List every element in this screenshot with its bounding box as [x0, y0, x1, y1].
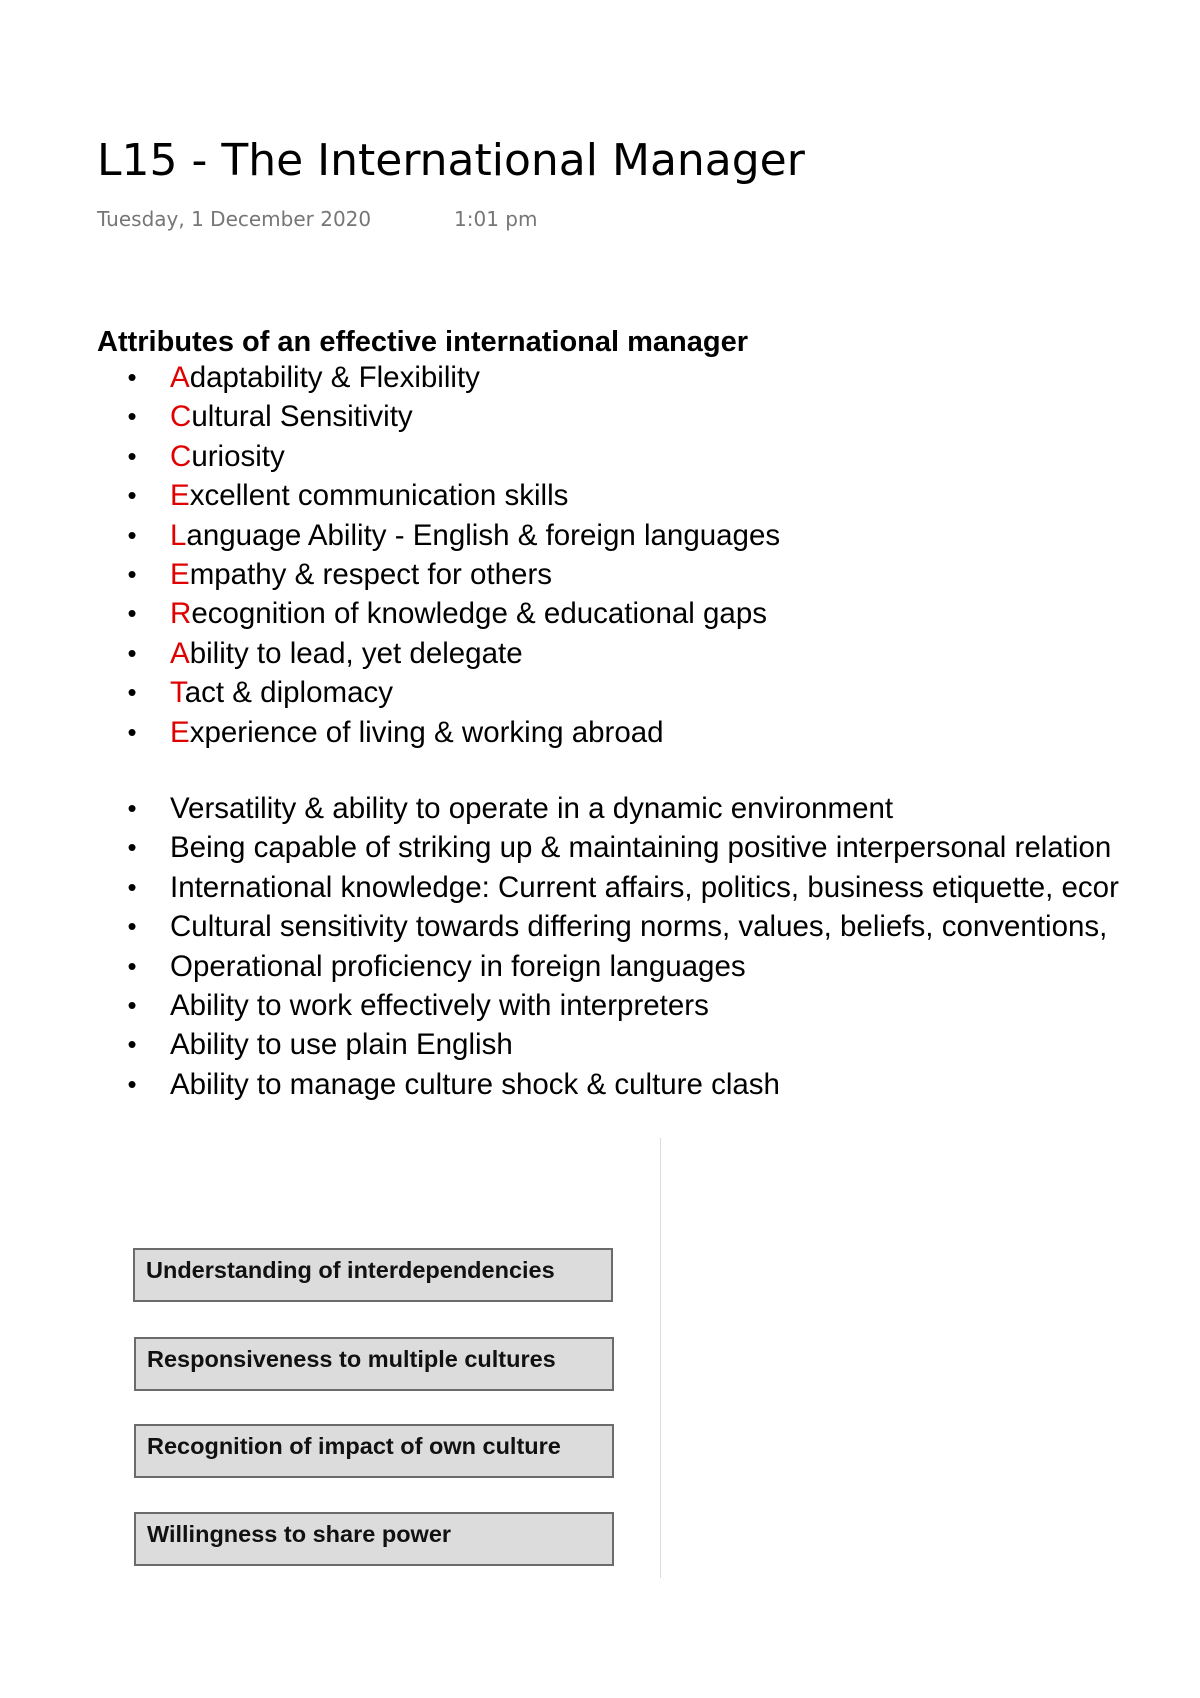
list-item [0, 634, 1200, 673]
list-item-text [170, 397, 413, 436]
list-item [0, 476, 1200, 515]
bullet-icon: • [127, 519, 137, 550]
list-item-rest: bility to lead, yet delegate [189, 636, 523, 670]
list-item-rest: uriosity [191, 439, 285, 473]
list-item-rest: xperience of living & working abroad [189, 715, 664, 749]
list-item [0, 673, 1200, 712]
list-item-text [170, 516, 780, 555]
bullet-icon: • [127, 480, 137, 511]
list-item-text: Being capable of striking up & maintaining positive interpersonal relation [170, 831, 1112, 865]
attribute-box: Responsiveness to multiple cultures [134, 1337, 614, 1391]
list-item-text [170, 634, 523, 673]
list-item-text [170, 555, 552, 594]
bullet-icon: • [127, 1029, 137, 1060]
note-date: Tuesday, 1 December 2020 [97, 207, 372, 231]
bullet-icon: • [127, 832, 137, 863]
bullet-icon: • [127, 793, 137, 823]
list-item [0, 947, 1200, 986]
list-item [0, 986, 1200, 1025]
bullet-icon: • [127, 911, 137, 942]
list-item [0, 789, 1200, 828]
list-item [0, 868, 1200, 907]
bullet-icon: • [127, 1068, 137, 1099]
additional-attribute-list [0, 789, 1200, 1104]
list-item-rest: ecognition of knowledge & educational gaps [191, 597, 767, 631]
list-item-rest: anguage Ability - English & foreign languages [186, 518, 781, 552]
list-item [0, 397, 1200, 436]
acronym-letter: C [170, 400, 192, 434]
attribute-box: Willingness to share power [134, 1512, 614, 1566]
bullet-icon: • [127, 871, 137, 902]
list-item [0, 594, 1200, 633]
acronym-letter: E [170, 715, 190, 749]
acronym-letter: A [170, 636, 190, 670]
list-item-text: International knowledge: Current affairs, politics, business etiquette, ecor [170, 870, 1119, 904]
list-item-text: Ability to use plain English [170, 1028, 513, 1062]
list-item-text [170, 673, 393, 712]
list-item [0, 828, 1200, 867]
list-item-rest: daptability & Flexibility [189, 361, 480, 394]
bullet-icon: • [127, 558, 137, 589]
page-title: L15 - The International Manager [97, 135, 805, 186]
acronym-letter: R [170, 597, 192, 631]
bullet-icon: • [127, 716, 137, 747]
bullet-icon: • [127, 677, 137, 708]
list-item-text: Ability to work effectively with interpreters [170, 988, 709, 1022]
list-item [0, 713, 1200, 752]
list-item-text [170, 476, 568, 515]
bullet-icon: • [127, 637, 137, 668]
list-item-rest: mpathy & respect for others [189, 557, 553, 591]
list-item [0, 555, 1200, 594]
list-item-text [170, 594, 767, 633]
attribute-box: Understanding of interdependencies [133, 1248, 613, 1302]
acronym-letter: L [170, 518, 187, 552]
acronym-letter: E [170, 479, 190, 513]
list-item [0, 1025, 1200, 1064]
list-item [0, 437, 1200, 476]
list-item-rest: ultural Sensitivity [191, 400, 413, 434]
list-item-text: Ability to manage culture shock & culture clash [170, 1067, 780, 1101]
bullet-icon: • [127, 401, 137, 432]
list-item [0, 1065, 1200, 1104]
list-item-text: Operational proficiency in foreign languages [170, 949, 746, 983]
list-item [0, 907, 1200, 946]
acronym-attribute-list [0, 358, 1200, 752]
acronym-letter: A [170, 361, 190, 394]
acronym-letter: C [170, 439, 192, 473]
vertical-divider [660, 1138, 661, 1578]
list-item-text [170, 358, 480, 397]
bullet-icon: • [127, 362, 137, 392]
acronym-letter: T [170, 676, 185, 710]
list-item [0, 516, 1200, 555]
bullet-icon: • [127, 989, 137, 1020]
list-item [0, 358, 1200, 397]
acronym-letter: E [170, 557, 190, 591]
list-item-rest: act & diplomacy [184, 676, 393, 710]
bullet-icon: • [127, 598, 137, 629]
list-item-text: Cultural sensitivity towards differing norms, values, beliefs, conventions, [170, 910, 1108, 944]
attribute-box: Recognition of impact of own culture [134, 1424, 614, 1478]
list-item-text: Versatility & ability to operate in a dynamic environment [170, 792, 894, 825]
list-item-rest: xcellent communication skills [189, 479, 569, 513]
list-item-text [170, 713, 664, 752]
bullet-icon: • [127, 440, 137, 471]
bullet-icon: • [127, 950, 137, 981]
note-time: 1:01 pm [454, 207, 538, 231]
list-item-text [170, 437, 285, 476]
section-heading: Attributes of an effective international manager [97, 326, 749, 358]
